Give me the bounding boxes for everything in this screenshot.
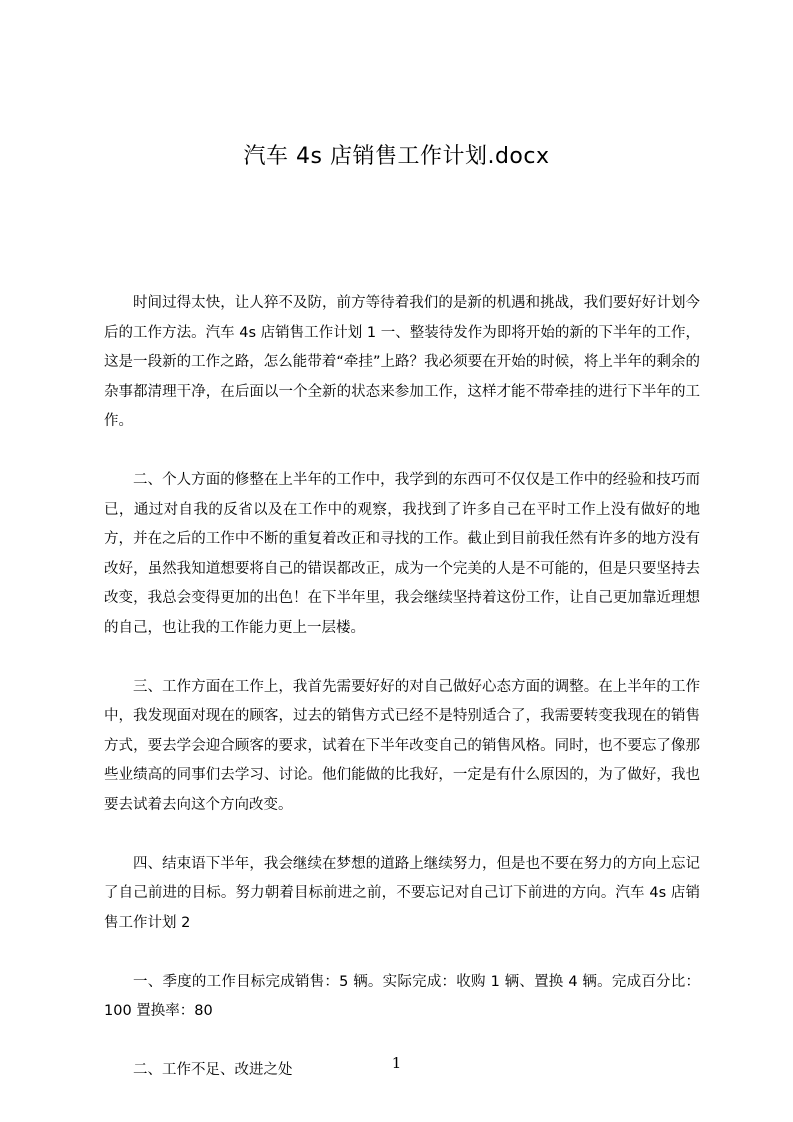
paragraph-intro: 时间过得太快，让人猝不及防，前方等待着我们的是新的机遇和挑战，我们要好好计划今后的工作方法。汽车 4s 店销售工作计划 1 一、整装待发作为即将开始的新的下半年的工作，这是一段新的工作之路，怎么能带着“牵挂”上路？我必须要在开始的时候，将上半年的剩余的杂事都清理干净，在后面以一个全新的状态来参加工作，这样才能不带牵挂的进行下半年的工作。 <box>104 295 700 429</box>
document-title: 汽车 4s 店销售工作计划.docx <box>243 144 550 169</box>
paragraph-work: 三、工作方面在工作上，我首先需要好好的对自己做好心态方面的调整。在上半年的工作中，我发现面对现在的顾客，过去的销售方式已经不是特别适合了，我需要转变我现在的销售方式，要去学会迎合顾客的要求，试着在下半年改变自己的销售风格。同时，也不要忘了像那些业绩高的同事们去学习、讨论。他们能做的比我好，一定是有什么原因的，为了做好，我也要去试着去向这个方向改变。 <box>104 678 700 813</box>
paragraph-conclusion: 四、结束语下半年，我会继续在梦想的道路上继续努力，但是也不要在努力的方向上忘记了自己前进的目标。努力朝着目标前进之前，不要忘记对自己订下前进的方向。汽车 4s 店销售工作计划 2 <box>104 855 700 931</box>
paragraph-quarter-goals: 一、季度的工作目标完成销售：5 辆。实际完成：收购 1 辆、置换 4 辆。完成百分比：100 置换率：80 <box>104 973 700 1019</box>
paragraph-shortcomings: 二、工作不足、改进之处 <box>133 1062 293 1078</box>
paragraph-personal: 二、个人方面的修整在上半年的工作中，我学到的东西可不仅仅是工作中的经验和技巧而已，通过对自我的反省以及在工作中的观察，我找到了许多自己在平时工作上没有做好的地方，并在之后的工作中不断的重复着改正和寻找的工作。截止到目前我任然有许多的地方没有改好，虽然我知道想要将自己的错误都改正，成为一个完美的人是不可能的，但是只要坚持去改变，我总会变得更加的出色！在下半年里，我会继续坚持着这份工作，让自己更加靠近理想的自己，也让我的工作能力更上一层楼。 <box>104 472 700 636</box>
page-number: 1 <box>391 1054 402 1072</box>
document-body <box>104 289 700 1086</box>
